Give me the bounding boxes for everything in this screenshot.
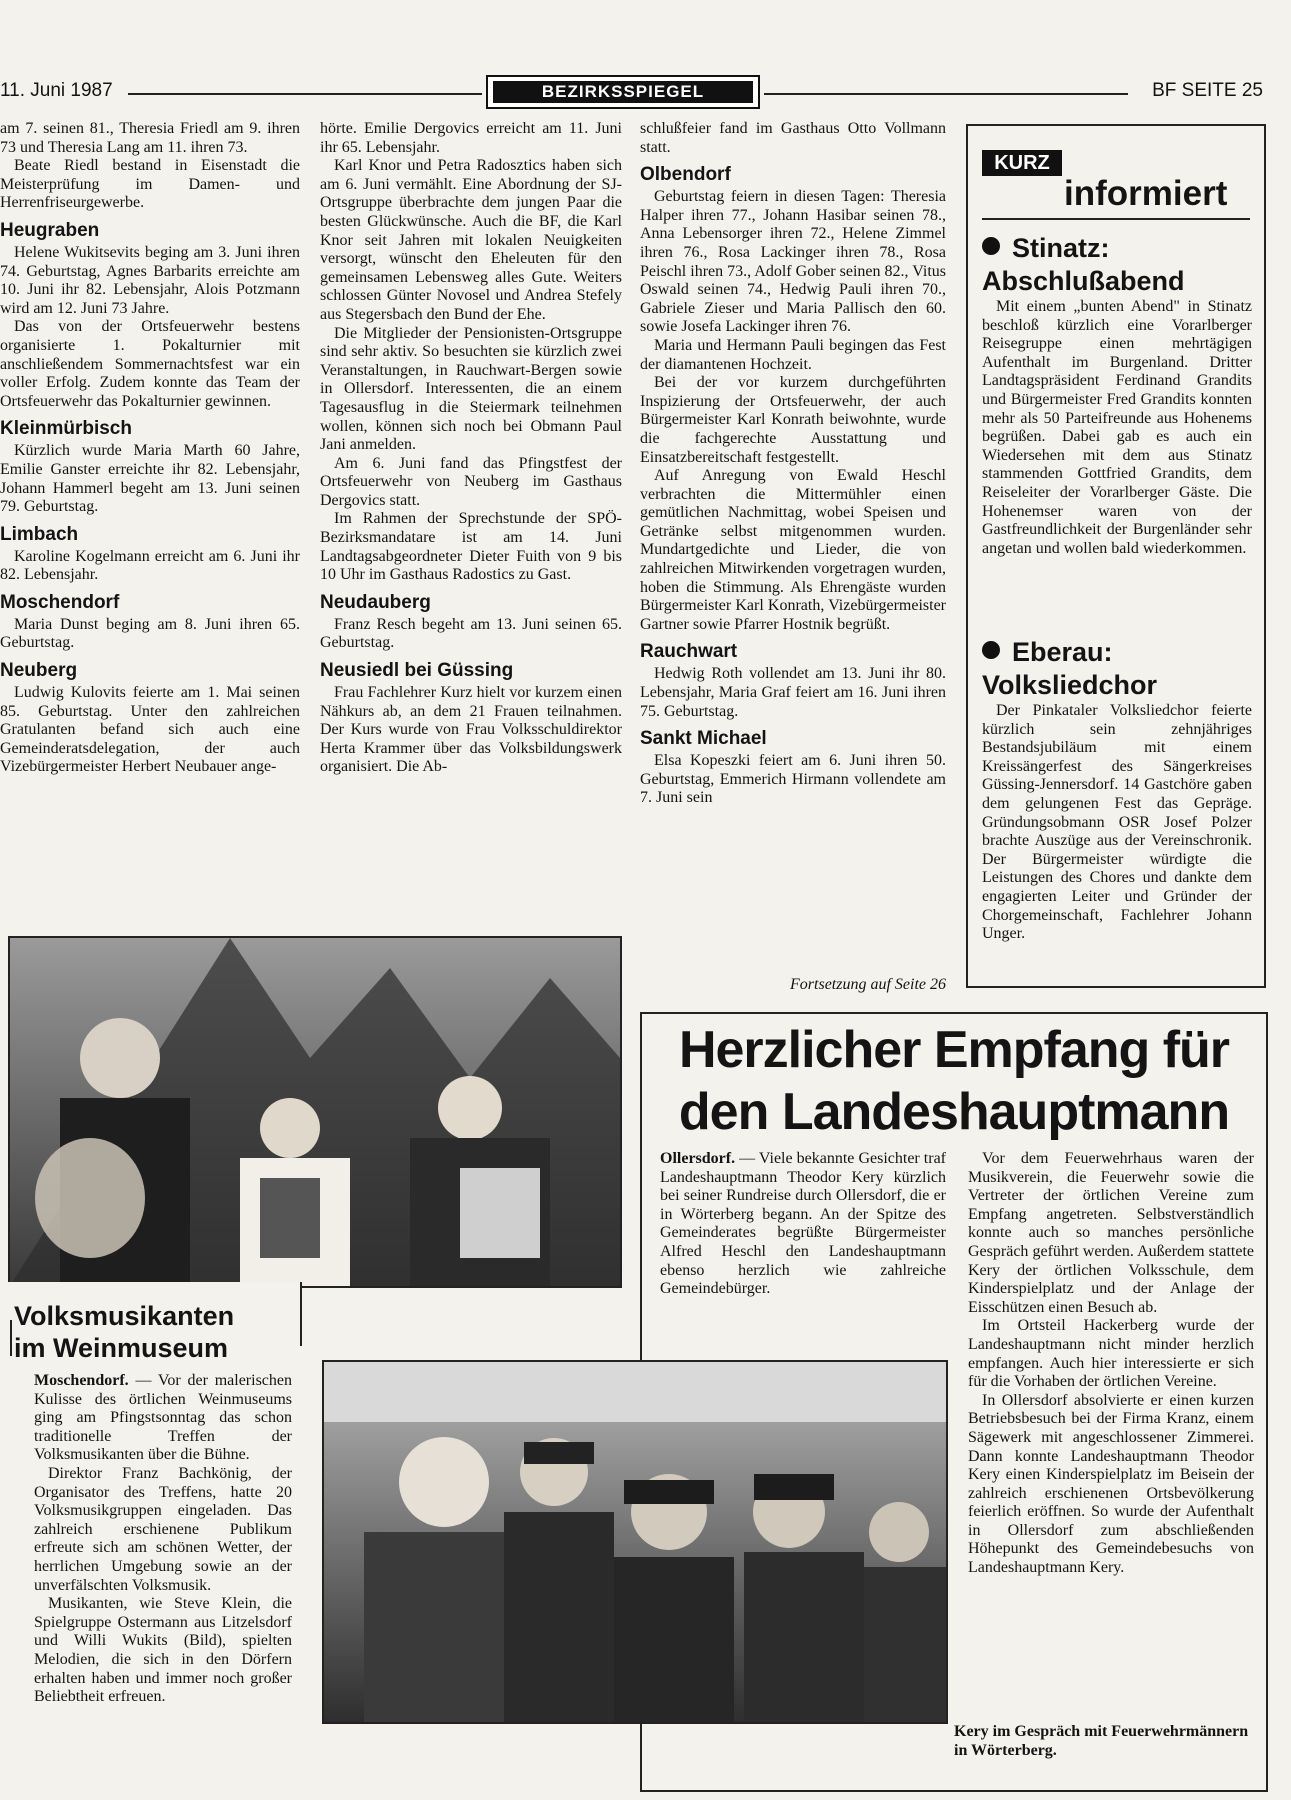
paragraph: schlußfeier fand im Gasthaus Otto Vollmann statt. <box>640 120 946 156</box>
paragraph: Am 6. Juni fand das Pfingstfest der Ortsfeuerwehr von Neuberg im Gasthaus Dergovics statt. <box>320 454 622 509</box>
section-label-inner: BEZIRKSSPIEGEL <box>493 81 753 103</box>
column-1 <box>0 120 300 777</box>
kurz-item-1-text: Mit einem „bunten Abend" in Stinatz beschloß kürzlich eine Vorarlberger Reisegruppe einen mehrtägigen Aufenthalt im Burgenland. Dritter Landtagspräsident Ferdinand Grandits und Bürgermeister Fred Grandits konnten mehr als 50 Parteifreunde aus Hohenems begrüßen. Dabei gab es auch ein Wiedersehen mit dem aus Stinatz stammenden Gottfried Grandits, dem Reiseleiter der Vorarlberger Gäste. Die Hohenemser waren von der Gastfreundlichkeit der Burgenländer sehr angetan und wollen bald wiederkommen. <box>982 298 1252 557</box>
paragraph: Elsa Kopeszki feiert am 6. Juni ihren 50. Geburtstag, Emmerich Hirmann vollendete am 7. Juni sein <box>640 752 946 807</box>
column-3 <box>640 120 946 808</box>
kurz-title: informiert <box>1064 174 1228 213</box>
paragraph: Helene Wukitsevits beging am 3. Juni ihren 74. Geburtstag, Agnes Barbarits erreichte am 10. Juni ihr 82. Lebensjahr, Alois Potzmann wird am 12. Juni 73 Jahre. <box>0 243 300 317</box>
section-label <box>486 75 760 109</box>
paragraph: am 7. seinen 81., Theresia Friedl am 9. ihren 73 und Theresia Lang am 11. ihren 73. <box>0 120 300 156</box>
continue-note: Fortsetzung auf Seite 26 <box>790 976 946 993</box>
section-heading: Neusiedl bei Güssing <box>320 660 514 682</box>
empfang-p2: Vor dem Feuerwehrhaus waren der Musikverein, die Feuerwehr sowie die Vertreter der örtlichen Vereine zum Empfang angetreten. Selbstverständlich konnte auch so manches persönliche Gespräch geführt werden. Außerdem stattete Kery der örtlichen Volksschule, dem Kinderspielplatz und der Anlage der Eisschützen einen Besuch ab. <box>968 1150 1254 1316</box>
section-heading: Sankt Michael <box>640 728 767 750</box>
section-heading: Moschendorf <box>0 591 120 613</box>
volks-title-1: Volksmusikanten <box>14 1301 235 1331</box>
paragraph: Maria Dunst beging am 8. Juni ihren 65. Geburtstag. <box>0 615 300 652</box>
kurz-item-1 <box>982 232 1252 558</box>
header-date: 11. Juni 1987 <box>0 80 113 101</box>
paragraph: Karl Knor und Petra Radosztics haben sich am 6. Juni vermählt. Eine Abordnung der SJ-Ortsgruppe überbrachte dem jungen Paar die besten Glückwünsche. Auch die BF, die Karl Knor seit Jahren mit lokalen Neuigkeiten versorgt, wünscht den Eheleuten für den gemeinsamen Lebensweg alles Gute. Weiters schlossen Günter Novosel und Andrea Stefely aus Stegersbach den Bund der Ehe. <box>320 157 622 323</box>
empfang-col-right <box>968 1150 1254 1578</box>
bullet-icon <box>982 237 1000 255</box>
kurz-item-1-place-line <box>982 232 1252 264</box>
photo-kery <box>322 1360 948 1724</box>
kurz-item-1-headline: Abschlußabend <box>982 266 1185 296</box>
kery-photo-image <box>324 1362 946 1722</box>
empfang-p1: — Viele bekannte Gesichter traf Landeshauptmann Theodor Kery kürzlich bei seiner Rundreise durch Ollersdorf, die er in Wörterberg begann. An der Spitze des Gemeinderates begrüßte Bürgermeister Alfred Heschl den Landeshauptmann ebenso herzlich wie zahlreiche Gemeindebürger. <box>660 1150 947 1298</box>
paragraph: Im Rahmen der Sprechstunde der SPÖ-Bezirksmandatare ist am 14. Juni Landtagsabgeordneter Dieter Fuith von 9 bis 10 Uhr im Gasthaus Radostics zu Gast. <box>320 510 622 584</box>
kery-caption: Kery im Gespräch mit Feuerwehrmännern in Wörterberg. <box>954 1723 1249 1759</box>
section-heading: Olbendorf <box>640 164 731 186</box>
paragraph: Beate Riedl bestand in Eisenstadt die Meisterprüfung im Damen- und Herrenfriseurgewerbe. <box>0 157 300 212</box>
paragraph: Das von der Ortsfeuerwehr bestens organisierte 1. Pokalturnier mit anschließendem Sommernachtsfest war ein voller Erfolg. Zudem konnte das Team der Ortsfeuerwehr das Pokalturnier gewinnen. <box>0 318 300 410</box>
kurz-tag: KURZ <box>982 150 1062 176</box>
volks-p1: — Vor der malerischen Kulisse des örtlichen Weinmuseums ging am Pfingstsonntag das schon traditionelle Treffen der Volksmusikanten über die Bühne. <box>34 1372 293 1464</box>
paragraph: Frau Fachlehrer Kurz hielt vor kurzem einen Nähkurs ab, an dem 21 Frauen teilnahmen. Der Kurs wurde von Frau Volksschuldirektor Herta Krammer über das Volksbildungswerk organisiert. Die Ab- <box>320 684 622 776</box>
empfang-p3: Im Ortsteil Hackerberg wurde der Landeshauptmann nicht minder herzlich empfangen. Auch hier interessierte er sich für die Vorhaben der örtlichen Vereine. <box>968 1317 1254 1391</box>
header-page: BF SEITE 25 <box>1146 80 1263 102</box>
kurz-box <box>966 124 1266 988</box>
paragraph: Bei der vor kurzem durchgeführten Inspizierung der Ortsfeuerwehr, der auch Bürgermeister Karl Konrath beiwohnte, wurde die fachgerechte Ausstattung und Einsatzbereitschaft festgestellt. <box>640 374 946 466</box>
volks-kicker: Moschendorf. <box>34 1372 129 1389</box>
header-rule-right <box>764 93 1128 95</box>
header-rule-left <box>128 93 482 95</box>
bullet-icon <box>982 641 1000 659</box>
section-heading: Heugraben <box>0 219 100 241</box>
empfang-title-2: den Landeshauptmann <box>678 1083 1230 1141</box>
kurz-title-rule <box>982 218 1250 220</box>
empfang-kicker: Ollersdorf. <box>660 1150 736 1167</box>
paragraph: Kürzlich wurde Maria Marth 60 Jahre, Emilie Ganster erreichte ihr 82. Lebensjahr, Johann Hammerl begeht am 13. Juni seinen 79. Geburtstag. <box>0 442 300 516</box>
paragraph: Maria und Hermann Pauli begingen das Fest der diamantenen Hochzeit. <box>640 336 946 373</box>
volks-p3: Musikanten, wie Steve Klein, die Spielgruppe Ostermann aus Litzelsdorf und Willi Wukits (Bild), spielten Melodien, die sich in den Dörfern erhalten haben und immer noch großer Beliebtheit erfreuen. <box>34 1595 292 1706</box>
volks-body <box>34 1372 292 1707</box>
paragraph: hörte. Emilie Dergovics erreicht am 11. Juni ihr 65. Lebensjahr. <box>320 120 622 156</box>
empfang-p4: In Ollersdorf absolvierte er einen kurzen Betriebsbesuch bei der Firma Kranz, einem Sägewerk mit angeschlossener Zimmerei. Dann konnte Landeshauptmann Theodor Kery einen Kinderspielplatz im Beisein der zahlreich erschienenen Ortsbevölkerung feierlich eröffnen. So wurde der Aufenthalt in Ollersdorf zum abschließenden Höhepunkt des Gemeindebesuchs von Landeshauptmann Kery. <box>968 1391 1254 1577</box>
volks-p2: Direktor Franz Bachkönig, der Organisator des Treffens, hatte 20 Volksmusikgruppen eingeladen. Das zahlreich erschienene Publikum erfreute sich am schönen Wetter, der herrlichen Umgebung sowie an der unverfälschten Volksmusik. <box>34 1464 292 1594</box>
section-heading: Limbach <box>0 523 79 545</box>
paragraph: Ludwig Kulovits feierte am 1. Mai seinen 85. Geburtstag. Unter den zahlreichen Gratulanten befand sich auch eine Gemeinderatsdelegation, der auch Vizebürgermeister Herbert Neubauer ange- <box>0 684 300 776</box>
section-heading: Neuberg <box>0 660 78 682</box>
kurz-item-2-place: Eberau: <box>1012 637 1113 667</box>
photo-musicians <box>8 936 622 1288</box>
section-heading: Kleinmürbisch <box>0 418 132 440</box>
column-2 <box>320 120 622 777</box>
kurz-item-1-place: Stinatz: <box>1012 233 1110 263</box>
empfang-title-1: Herzlicher Empfang für <box>678 1021 1230 1079</box>
kurz-item-2-place-line <box>982 636 1252 668</box>
musicians-photo-image <box>10 938 620 1286</box>
kurz-item-2-text: Der Pinkataler Volksliedchor feierte kürzlich sein zehnjähriges Bestandsjubiläum mit einem Kreissängerfest des Sängerkreises Güssing-Jennersdorf. 14 Gastchöre gaben dem gelungenen Fest das Gepräge. Gründungsobmann OSR Josef Polzer brachte Auszüge aus der Vereinschronik. Der Bürgermeister würdigte die Leistungen des Chores und dankte dem engagierten Leiter und Gründer der Chorgemeinschaft, Fachlehrer Johann Unger. <box>982 702 1252 943</box>
paragraph: Geburtstag feiern in diesen Tagen: Theresia Halper ihren 77., Johann Hasibar seinen 78., Anna Lebensorger ihren 72., Helene Zimmel ihren 76., Rosa Lackinger ihren 78., Rosa Peischl ihren 73., Adolf Gober seinen 82., Vitus Oswald seinen 74., Hedwig Pauli ihren 70., Gabriele Zieser und Maria Pallisch den 60. sowie Josefa Lackinger ihren 76. <box>640 188 946 336</box>
volks-left-rule <box>10 1320 12 1356</box>
paragraph: Karoline Kogelmann erreicht am 6. Juni ihr 82. Lebensjahr. <box>0 547 300 584</box>
paragraph: Hedwig Roth vollendet am 13. Juni ihr 80. Lebensjahr, Maria Graf feiert am 16. Juni ihren 75. Geburtstag. <box>640 665 946 720</box>
paragraph: Die Mitglieder der Pensionisten-Ortsgruppe sind sehr aktiv. So besuchten sie kürzlich zwei Veranstaltungen, in Rauchwart-Bergen sowie in Ollersdorf. Interessenten, die an einem Tagesausflug in die Steiermark teilnehmen wollen, können sich noch bei Obmann Paul Jani anmelden. <box>320 324 622 454</box>
volks-title-2: im Weinmuseum <box>14 1333 229 1363</box>
kurz-item-2-headline: Volksliedchor <box>982 670 1158 700</box>
section-heading: Neudauberg <box>320 591 431 613</box>
paragraph: Franz Resch begeht am 13. Juni seinen 65. Geburtstag. <box>320 615 622 652</box>
empfang-col-left <box>660 1150 946 1299</box>
paragraph: Auf Anregung von Ewald Heschl verbrachten die Mittermühler einen gemütlichen Nachmittag, wobei Speisen und Getränke selbst mitgenommen wurden. Mundartgedichte und Lieder, die von zahlreichen Mitwirkenden vorgetragen wurden, hoben die Stimmung. Als Ehrengäste wurden Bürgermeister Karl Konrath, Vizebürgermeister Gartner sowie Pfarrer Hostnik begrüßt. <box>640 467 946 633</box>
kurz-item-2 <box>982 636 1252 944</box>
section-heading: Rauchwart <box>640 641 738 663</box>
